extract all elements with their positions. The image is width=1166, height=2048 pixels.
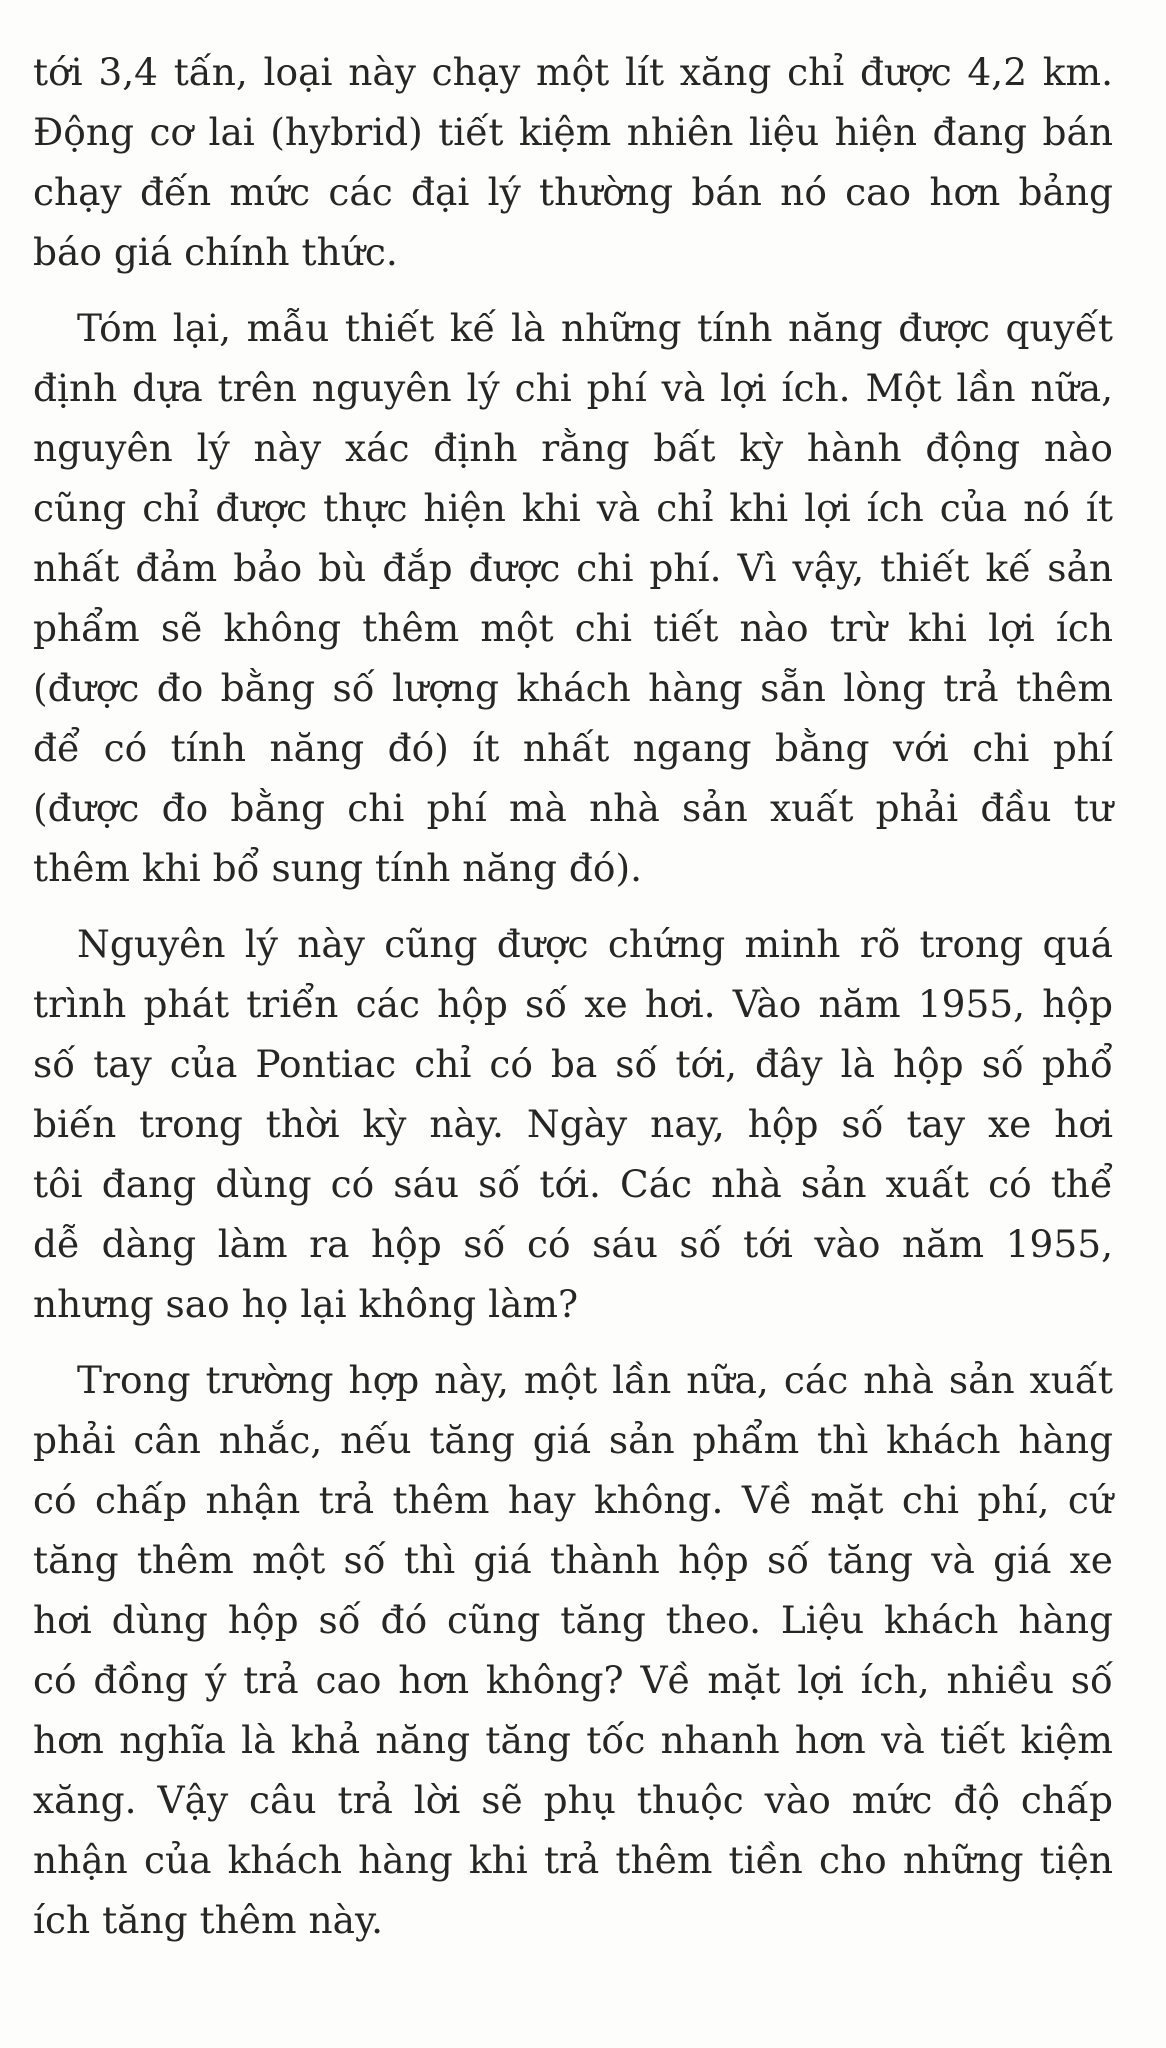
- text-line: (được đo bằng số lượng khách hàng sẵn lòng trả thêm: [33, 666, 1113, 710]
- text-line: có đồng ý trả cao hơn không? Về mặt lợi ích, nhiều số: [33, 1658, 1113, 1702]
- text-line: Tóm lại, mẫu thiết kế là những tính năng được quyết: [77, 306, 1113, 350]
- text-line: để có tính năng đó) ít nhất ngang bằng với chi phí: [33, 726, 1113, 770]
- text-line: nhận của khách hàng khi trả thêm tiền cho những tiện: [33, 1838, 1113, 1882]
- text-line: có chấp nhận trả thêm hay không. Về mặt chi phí, cứ: [33, 1478, 1113, 1522]
- text-line: nhất đảm bảo bù đắp được chi phí. Vì vậy, thiết kế sản: [33, 546, 1113, 590]
- text-line: biến trong thời kỳ này. Ngày nay, hộp số tay xe hơi: [33, 1102, 1113, 1146]
- text-line: số tay của Pontiac chỉ có ba số tới, đây là hộp số phổ: [33, 1042, 1113, 1086]
- paragraph-4: [33, 1350, 1113, 1950]
- text-line: chạy đến mức các đại lý thường bán nó cao hơn bảng: [33, 170, 1113, 214]
- text-line: báo giá chính thức.: [33, 230, 398, 274]
- paragraph-3: [33, 914, 1113, 1334]
- text-line: thêm khi bổ sung tính năng đó).: [33, 846, 643, 890]
- text-line: hơi dùng hộp số đó cũng tăng theo. Liệu khách hàng: [33, 1598, 1113, 1642]
- text-line: trình phát triển các hộp số xe hơi. Vào năm 1955, hộp: [33, 982, 1113, 1026]
- text-line: tăng thêm một số thì giá thành hộp số tăng và giá xe: [33, 1538, 1113, 1582]
- text-line: Động cơ lai (hybrid) tiết kiệm nhiên liệu hiện đang bán: [33, 110, 1113, 154]
- paragraph-1: [33, 42, 1113, 282]
- text-line: Trong trường hợp này, một lần nữa, các nhà sản xuất: [77, 1358, 1113, 1402]
- text-line: dễ dàng làm ra hộp số có sáu số tới vào năm 1955,: [33, 1222, 1113, 1266]
- paragraph-2: [33, 298, 1113, 898]
- text-line: nguyên lý này xác định rằng bất kỳ hành động nào: [33, 426, 1113, 470]
- body-text: [33, 42, 1113, 1950]
- text-line: ích tăng thêm này.: [33, 1898, 384, 1942]
- text-line: cũng chỉ được thực hiện khi và chỉ khi lợi ích của nó ít: [33, 486, 1113, 530]
- text-line: nhưng sao họ lại không làm?: [33, 1282, 579, 1326]
- text-line: (được đo bằng chi phí mà nhà sản xuất phải đầu tư: [33, 786, 1113, 830]
- text-line: Nguyên lý này cũng được chứng minh rõ trong quá: [77, 922, 1113, 966]
- text-line: xăng. Vậy câu trả lời sẽ phụ thuộc vào mức độ chấp: [33, 1778, 1113, 1822]
- text-line: tới 3,4 tấn, loại này chạy một lít xăng chỉ được 4,2 km.: [33, 50, 1113, 94]
- text-line: hơn nghĩa là khả năng tăng tốc nhanh hơn và tiết kiệm: [33, 1718, 1113, 1762]
- text-line: phẩm sẽ không thêm một chi tiết nào trừ khi lợi ích: [33, 606, 1113, 650]
- text-line: định dựa trên nguyên lý chi phí và lợi ích. Một lần nữa,: [33, 366, 1113, 410]
- text-line: phải cân nhắc, nếu tăng giá sản phẩm thì khách hàng: [33, 1418, 1113, 1462]
- text-line: tôi đang dùng có sáu số tới. Các nhà sản xuất có thể: [33, 1162, 1113, 1206]
